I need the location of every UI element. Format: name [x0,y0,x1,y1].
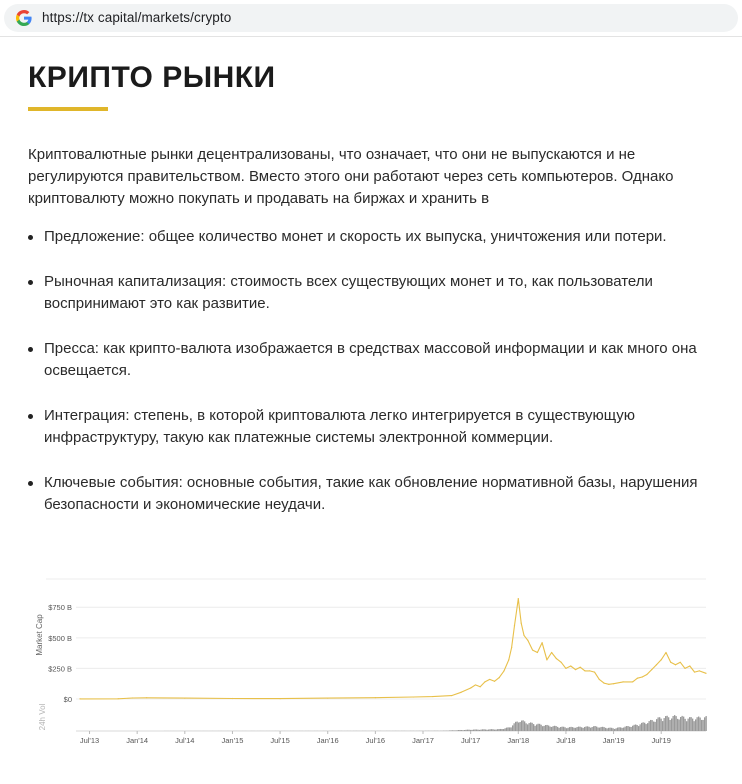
chart-volume-bar [569,727,570,731]
chart-volume-bar [497,729,498,731]
chart-volume-bar [581,727,582,731]
chart-x-tick-label: Jul'17 [460,736,481,745]
chart-data-point [675,664,676,665]
chart-volume-bar [587,726,588,731]
chart-volume-bar [488,730,489,731]
chart-volume-bar [692,719,693,731]
chart-data-point [508,659,509,660]
chart-volume-bar [476,729,477,731]
chart-volume-bar [506,728,507,731]
chart-volume-bar [593,726,594,731]
chart-volume-bar [508,727,509,731]
chart-volume-bar [659,717,660,731]
chart-volume-bar [529,723,530,731]
chart-volume-bar [649,721,650,731]
url-text[interactable]: https://tx capital/markets/crypto [42,10,232,25]
list-item-text: Интеграция: степень, в которой криптовалюта легко интегрируется в существующую инфраструктуру, такую как платежные системы электронной коммерции. [44,407,635,446]
chart-volume-bar [457,730,458,731]
chart-data-point [551,652,552,653]
chart-volume-bar [461,730,462,731]
chart-volume-bar [647,723,648,731]
chart-volume-bar [643,722,644,731]
chart-data-point [589,670,590,671]
chart-data-point [584,670,585,671]
chart-data-point [375,697,376,698]
chart-volume-bar [454,730,455,731]
chart-volume-bar [661,719,662,731]
chart-data-point [542,642,543,643]
chart-volume-bar [463,730,464,731]
chart-data-point [327,698,328,699]
chart-data-point [665,652,666,653]
chart-volume-bar [544,726,545,731]
chart-volume-bar [641,723,642,731]
bullet-dot-icon [28,414,33,419]
chart-data-point [475,684,476,685]
chart-volume-bar [677,719,678,731]
chart-x-tick-label: Jul'15 [270,736,290,745]
chart-volume-bar [623,728,624,731]
chart-volume-bar [644,723,645,731]
chart-data-point [503,670,504,671]
chart-data-point [656,664,657,665]
chart-x-tick-label: Jan'16 [316,736,339,745]
chart-volume-bar [545,725,546,731]
chart-volume-bar [566,728,567,731]
chart-x-tick-label: Jul'13 [79,736,100,745]
chart-volume-bar [574,728,575,731]
chart-volume-bar [556,726,557,731]
chart-volume-bar [602,727,603,731]
chart-volume-bar [505,728,506,731]
chart-data-point [146,697,147,698]
chart-data-point [603,682,604,683]
chart-volume-bar [449,730,450,731]
chart-volume-bar [611,728,612,731]
chart-data-point [651,669,652,670]
chart-volume-bar [682,716,683,731]
chart-x-tick-label: Jan'18 [507,736,530,745]
chart-market-cap-line [79,598,706,699]
chart-volume-bar [586,726,587,731]
chart-volume-bar [688,719,689,731]
chart-data-point [480,686,481,687]
chart-volume-bar [490,729,491,731]
chart-volume-bar [691,717,692,731]
chart-volume-bar [484,729,485,731]
chart-volume-bar [485,729,486,731]
chart-volume-bar [697,717,698,731]
chart-volume-bar [662,721,663,731]
chart-volume-bar [512,725,513,731]
chart-data-point [511,647,512,648]
chart-data-point [699,670,700,671]
chart-volume-bar [638,726,639,731]
chart-volume-bar [451,730,452,731]
chart-volume-bar [541,725,542,731]
chart-volume-bar [466,730,467,731]
chart-volume-bar [656,719,657,731]
chart-x-tick-label: Jul'18 [556,736,576,745]
chart-y-tick-label: $250 B [48,664,72,674]
chart-volume-bar [511,727,512,731]
chart-data-point [484,681,485,682]
list-item [28,405,708,449]
chart-volume-bar [536,724,537,731]
intro-paragraph: Криптовалютные рынки децентрализованы, что означает, что они не выпускаются и не регулируются правительством. Вместо этого они работают через сеть компьютеров. Однако криптовалюту можно покупать и продавать на биржах и хранить в [28,146,674,207]
chart-volume-bar [553,726,554,731]
chart-volume-bar [670,720,671,731]
chart-volume-bar [610,728,611,731]
bullet-dot-icon [28,481,33,486]
chart-data-point [705,673,706,674]
chart-data-point [432,696,433,697]
chart-volume-bar [629,727,630,731]
chart-volume-bar [598,727,599,731]
chart-volume-bar [493,729,494,731]
chart-volume-bar [578,727,579,731]
chart-volume-bar [601,727,602,731]
chart-volume-bar [607,728,608,731]
chart-data-point [689,665,690,666]
chart-volume-bar [530,722,531,731]
chart-volume-bar [706,716,707,731]
chart-volume-bar [482,729,483,731]
chart-volume-bar [671,719,672,731]
chart-volume-bar [563,727,564,731]
chart-volume-bar [605,728,606,731]
chart-volume-bar [604,727,605,731]
chart-data-point [461,692,462,693]
chart-volume-bar [635,724,636,731]
chart-volume-bar [665,716,666,731]
chart-volume-bar [619,727,620,731]
chart-volume-bar [515,722,516,731]
chart-volume-bar [479,730,480,731]
chart-volume-bar [509,727,510,731]
list-item [28,338,708,382]
chart-data-point [470,687,471,688]
chart-volume-bar [614,729,615,731]
chart-volume-bar [539,724,540,731]
chart-volume-bar [469,730,470,731]
chart-volume-bar [557,727,558,731]
chart-volume-bar [550,727,551,731]
chart-data-point [623,681,624,682]
chart-volume-bar [613,728,614,731]
chart-x-tick-label: Jul'14 [175,736,195,745]
chart-volume-bar [494,730,495,731]
chart-data-point [518,598,519,599]
chart-data-point [613,683,614,684]
chart-volume-bar [631,727,632,731]
chart-volume-label: 24h Vol [38,703,47,731]
chart-volume-bar [535,726,536,731]
page-title: КРИПТО РЫНКИ [28,61,276,94]
chart-volume-bar [620,727,621,731]
chart-volume-bar [698,717,699,731]
chart-y-tick-label: $750 B [48,603,72,613]
chart-volume-bar [470,730,471,731]
chart-volume-bar [487,730,488,731]
chart-volume-bar [679,720,680,731]
chart-volume-bar [689,717,690,731]
bullet-dot-icon [28,280,33,285]
chart-volume-bar [460,730,461,731]
chart-volume-bar [464,730,465,731]
chart-volume-bar [704,717,705,731]
url-field[interactable] [4,4,738,32]
chart-volume-bar [548,725,549,731]
chart-volume-bar [632,726,633,731]
list-item-text: Рыночная капитализация: стоимость всех существующих монет и то, как пользователи воспринимают это как развитие. [44,273,653,312]
list-item [28,271,708,315]
list-item-text: Пресса: как крипто-валюта изображается в средствах массовой информации и как много она освещается. [44,340,697,379]
chart-data-point [184,698,185,699]
chart-volume-bar [472,730,473,731]
chart-volume-bar [674,715,675,731]
chart-volume-bar [589,727,590,731]
chart-x-tick-label: Jan'17 [412,736,434,745]
list-item-text: Предложение: общее количество монет и скорость их выпуска, уничтожения или потери. [44,228,667,245]
chart-data-point [79,698,80,699]
chart-data-point [642,676,643,677]
chart-volume-bar [481,730,482,731]
chart-volume-bar [680,717,681,731]
chart-volume-bar [524,721,525,731]
chart-data-point [575,669,576,670]
list-item [28,472,708,516]
chart-volume-bar [637,725,638,731]
chart-volume-bar [655,722,656,731]
chart-volume-bar [701,720,702,731]
chart-volume-bar [640,724,641,731]
chart-volume-bar [517,722,518,731]
chart-volume-bar [595,726,596,731]
chart-volume-bar [646,724,647,731]
chart-data-point [489,679,490,680]
chart-volume-bar [676,716,677,731]
chart-data-point [523,635,524,636]
chart-data-point [632,681,633,682]
chart-volume-bar [458,730,459,731]
chart-volume-bar [491,729,492,731]
chart-volume-bar [592,727,593,731]
market-cap-chart [30,575,710,750]
chart-volume-bar [496,730,497,731]
chart-volume-bar [523,720,524,731]
chart-data-point [608,684,609,685]
chart-data-point [132,697,133,698]
chart-volume-bar [626,726,627,731]
chart-data-point [599,679,600,680]
chart-volume-bar [703,720,704,731]
chart-volume-bar [634,725,635,731]
list-item-text: Ключевые события: основные события, такие как обновление нормативной базы, нарушения безопасности и экономические неудачи. [44,474,698,513]
list-item [28,226,667,248]
chart-volume-bar [625,727,626,731]
chart-volume-bar [502,729,503,731]
chart-gridlines [46,579,706,699]
bullet-dot-icon [28,347,33,352]
chart-data-point [494,681,495,682]
chart-data-point [637,678,638,679]
chart-data-point [684,668,685,669]
chart-volume-bar [473,730,474,731]
browser-address-bar [0,0,742,37]
chart-x-tick-label: Jul'16 [365,736,386,745]
chart-volume-bar [565,727,566,731]
chart-volume-bar [575,728,576,731]
chart-x-tick-label: Jul'19 [651,736,671,745]
chart-volume-bar [527,724,528,731]
chart-volume-bar [695,719,696,731]
chart-volume-bar [554,726,555,731]
chart-data-point [556,658,557,659]
chart-volume-bar [580,727,581,731]
chart-volume-bar [452,730,453,731]
chart-volume-bar [542,726,543,731]
chart-volume-bar [518,722,519,731]
chart-data-point [279,698,280,699]
chart-volume-bar [683,717,684,731]
chart-volume-bar [700,718,701,731]
chart-volume-bar [475,729,476,731]
chart-volume-bar [599,728,600,731]
chart-y-tick-label: $500 B [48,633,72,643]
chart-data-point [565,668,566,669]
chart-volume-bar [521,721,522,731]
chart-volume-bar [478,730,479,731]
chart-volume-bar [650,720,651,731]
chart-volume-bar [668,717,669,731]
chart-volume-bar [571,727,572,731]
chart-volume-bar [503,729,504,731]
chart-x-ticks [76,731,706,745]
chart-volume-area [164,715,707,731]
chart-y-ticks [48,603,72,704]
chart-data-point [451,695,452,696]
chart-data-point [514,625,515,626]
chart-volume-bar [583,728,584,731]
chart-volume-bar [455,730,456,731]
chart-data-point [670,662,671,663]
chart-volume-bar [673,716,674,731]
chart-volume-bar [658,717,659,731]
chart-volume-bar [596,727,597,731]
google-g-icon [16,10,32,26]
chart-y-tick-label: $0 [63,695,72,704]
chart-volume-bar [499,729,500,731]
chart-volume-bar [526,723,527,731]
chart-volume-bar [572,727,573,731]
chart-x-tick-label: Jan'14 [126,736,149,745]
title-underline [28,107,108,111]
chart-volume-bar [667,716,668,731]
chart-data-point [232,698,233,699]
chart-series-line [80,599,706,699]
chart-volume-bar [617,728,618,731]
chart-volume-bar [560,727,561,731]
chart-data-point [527,640,528,641]
chart-data-point [546,659,547,660]
chart-data-point [646,674,647,675]
chart-data-point [499,677,500,678]
chart-volume-bar [467,730,468,731]
chart-data-point [694,671,695,672]
chart-volume-bar [533,724,534,731]
chart-volume-bar [686,721,687,731]
chart-data-point [561,662,562,663]
chart-data-point [521,623,522,624]
chart-x-tick-label: Jan'15 [221,736,244,745]
bullet-dot-icon [28,235,33,240]
chart-y-axis-label: Market Cap [35,614,44,656]
chart-x-tick-label: Jan'19 [602,736,625,745]
chart-volume-bar [685,719,686,731]
chart-volume-bar [500,729,501,731]
chart-volume-bar [664,718,665,731]
chart-data-point [680,662,681,663]
chart-volume-bar [551,727,552,731]
chart-volume-bar [514,723,515,731]
chart-volume-bar [622,728,623,731]
chart-volume-bar [652,720,653,731]
chart-data-point [537,652,538,653]
chart-data-point [661,659,662,660]
chart-volume-bar [559,728,560,731]
chart-data-point [570,665,571,666]
chart-volume-bar [547,725,548,731]
chart-volume-bar [628,726,629,731]
chart-volume-bar [577,727,578,731]
chart-data-point [413,696,414,697]
chart-volume-bar [590,728,591,731]
chart-volume-bar [568,728,569,731]
chart-volume-bar [562,727,563,731]
chart-data-point [580,667,581,668]
chart-volume-bar [532,723,533,731]
chart-volume-bar [653,722,654,731]
chart-volume-bar [538,724,539,731]
chart-volume-bar [520,722,521,731]
chart-volume-bar [608,728,609,731]
chart-data-point [594,671,595,672]
chart-volume-bar [584,727,585,731]
chart-data-point [532,649,533,650]
chart-data-point [118,698,119,699]
chart-volume-bar [616,728,617,731]
chart-volume-bar [694,721,695,731]
